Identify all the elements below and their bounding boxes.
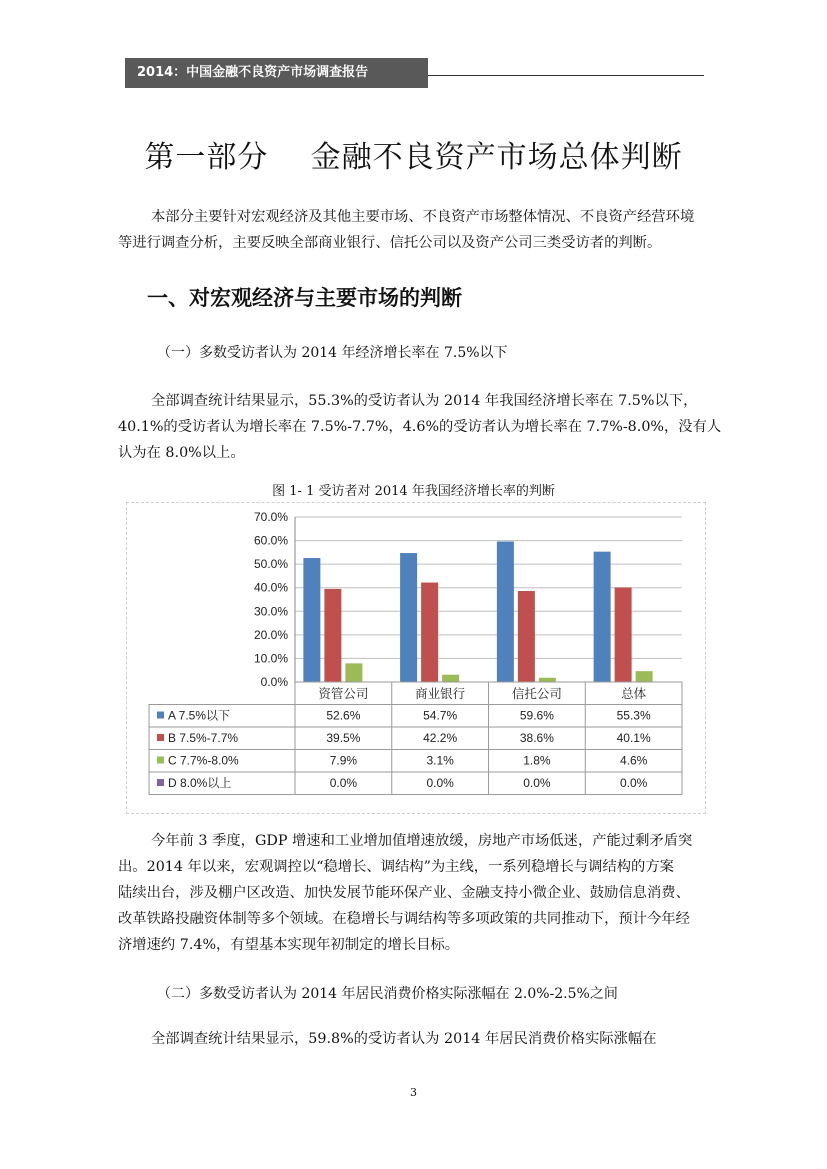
data-label: 52.6% <box>326 708 361 723</box>
data-label: 0.0% <box>329 776 358 790</box>
y-tick-label: 50.0% <box>253 557 288 572</box>
data-label: 3.1% <box>426 753 454 768</box>
bar <box>400 553 417 682</box>
data-label: 0.0% <box>426 776 454 790</box>
bar <box>518 591 535 682</box>
bar <box>324 589 341 682</box>
bar <box>615 587 632 682</box>
legend-label: D 8.0%以上 <box>168 776 232 790</box>
running-header: 2014：中国金融不良资产市场调查报告 <box>125 58 428 88</box>
bar <box>421 583 438 682</box>
legend-label: C 7.7%-8.0% <box>168 753 239 768</box>
bar <box>345 663 362 682</box>
data-label: 40.1% <box>616 731 651 745</box>
subsection-heading-1: （一）多数受访者认为 2014 年经济增长率在 7.5%以下 <box>157 345 508 361</box>
data-label: 54.7% <box>423 708 458 723</box>
data-label: 39.5% <box>326 731 361 745</box>
subsection-heading-2: （二）多数受访者认为 2014 年居民消费价格实际涨幅在 2.0%-2.5%之间 <box>157 986 618 1002</box>
paragraph-line: 40.1%的受访者认为增长率在 7.5%-7.7%，4.6%的受访者认为增长率在 7.7%-8.0%，没有人 <box>118 419 722 435</box>
data-label: 1.8% <box>523 753 551 768</box>
y-tick-label: 70.0% <box>253 510 288 524</box>
figure-caption: 图 1- 1 受访者对 2014 年我国经济增长率的判断 <box>272 484 555 499</box>
legend-label: B 7.5%-7.7% <box>168 731 239 745</box>
data-label: 0.0% <box>523 776 551 790</box>
section-heading: 一、对宏观经济与主要市场的判断 <box>147 286 462 310</box>
legend-key <box>157 757 164 764</box>
legend-key <box>157 712 164 719</box>
data-label: 4.6% <box>619 753 648 768</box>
category-label: 商业银行 <box>415 687 466 701</box>
header-rule <box>428 75 704 76</box>
y-tick-label: 40.0% <box>253 580 288 595</box>
bar <box>497 542 514 682</box>
bar <box>442 675 459 682</box>
legend-key <box>157 779 164 786</box>
legend-label: A 7.5%以下 <box>168 708 231 723</box>
paragraph-line: 全部调查统计结果显示，55.3%的受访者认为 2014 年我国经济增长率在 7.5%以下， <box>151 393 698 409</box>
paragraph-line: 全部调查统计结果显示，59.8%的受访者认为 2014 年居民消费价格实际涨幅在 <box>151 1031 657 1047</box>
paragraph-line: 陆续出台，涉及棚户区改造、加快发展节能环保产业、金融支持小微企业、鼓励信息消费、 <box>118 885 690 901</box>
y-tick-label: 20.0% <box>253 627 288 642</box>
data-label: 55.3% <box>616 708 651 723</box>
y-tick-label: 10.0% <box>253 651 288 666</box>
paragraph-line: 认为在 8.0%以上。 <box>118 445 245 461</box>
paragraph-line: 改革铁路投融资体制等多个领域。在稳增长与调结构等多项政策的共同推动下，预计今年经 <box>118 911 690 927</box>
bar <box>303 558 320 682</box>
y-tick-label: 60.0% <box>253 533 288 548</box>
paragraph-1 <box>118 388 722 466</box>
data-label: 59.6% <box>519 708 554 723</box>
bar <box>636 671 653 682</box>
page-number: 3 <box>410 1086 417 1099</box>
y-tick-label: 0.0% <box>260 675 288 689</box>
paragraph-2 <box>118 828 708 958</box>
category-label: 资管公司 <box>318 687 369 701</box>
category-label: 总体 <box>621 687 647 701</box>
data-label: 7.9% <box>329 753 358 768</box>
bar-chart <box>126 502 706 814</box>
y-tick-label: 30.0% <box>253 604 288 619</box>
intro-paragraph <box>118 204 708 256</box>
category-label: 信托公司 <box>511 687 562 701</box>
paragraph-line: 出。2014 年以来，宏观调控以“稳增长、调结构”为主线，一系列稳增长与调结构的方案 <box>118 859 674 875</box>
data-label: 38.6% <box>519 731 554 745</box>
paragraph-line: 济增速约 7.4%，有望基本实现年初制定的增长目标。 <box>118 937 460 953</box>
bar <box>594 552 611 682</box>
data-label: 0.0% <box>619 776 648 790</box>
data-label: 42.2% <box>423 731 458 745</box>
legend-key <box>157 734 164 741</box>
paragraph-line: 今年前 3 季度，GDP 增速和工业增加值增速放缓，房地产市场低迷，产能过剩矛盾突 <box>151 833 693 849</box>
bar <box>539 678 556 682</box>
paragraph-3 <box>118 1026 708 1052</box>
intro-line: 本部分主要针对宏观经济及其他主要市场、不良资产市场整体情况、不良资产经营环境 <box>151 209 695 225</box>
part-title: 第一部分 金融不良资产市场总体判断 <box>144 140 683 175</box>
intro-line: 等进行调查分析，主要反映全部商业银行、信托公司以及资产公司三类受访者的判断。 <box>118 235 662 251</box>
